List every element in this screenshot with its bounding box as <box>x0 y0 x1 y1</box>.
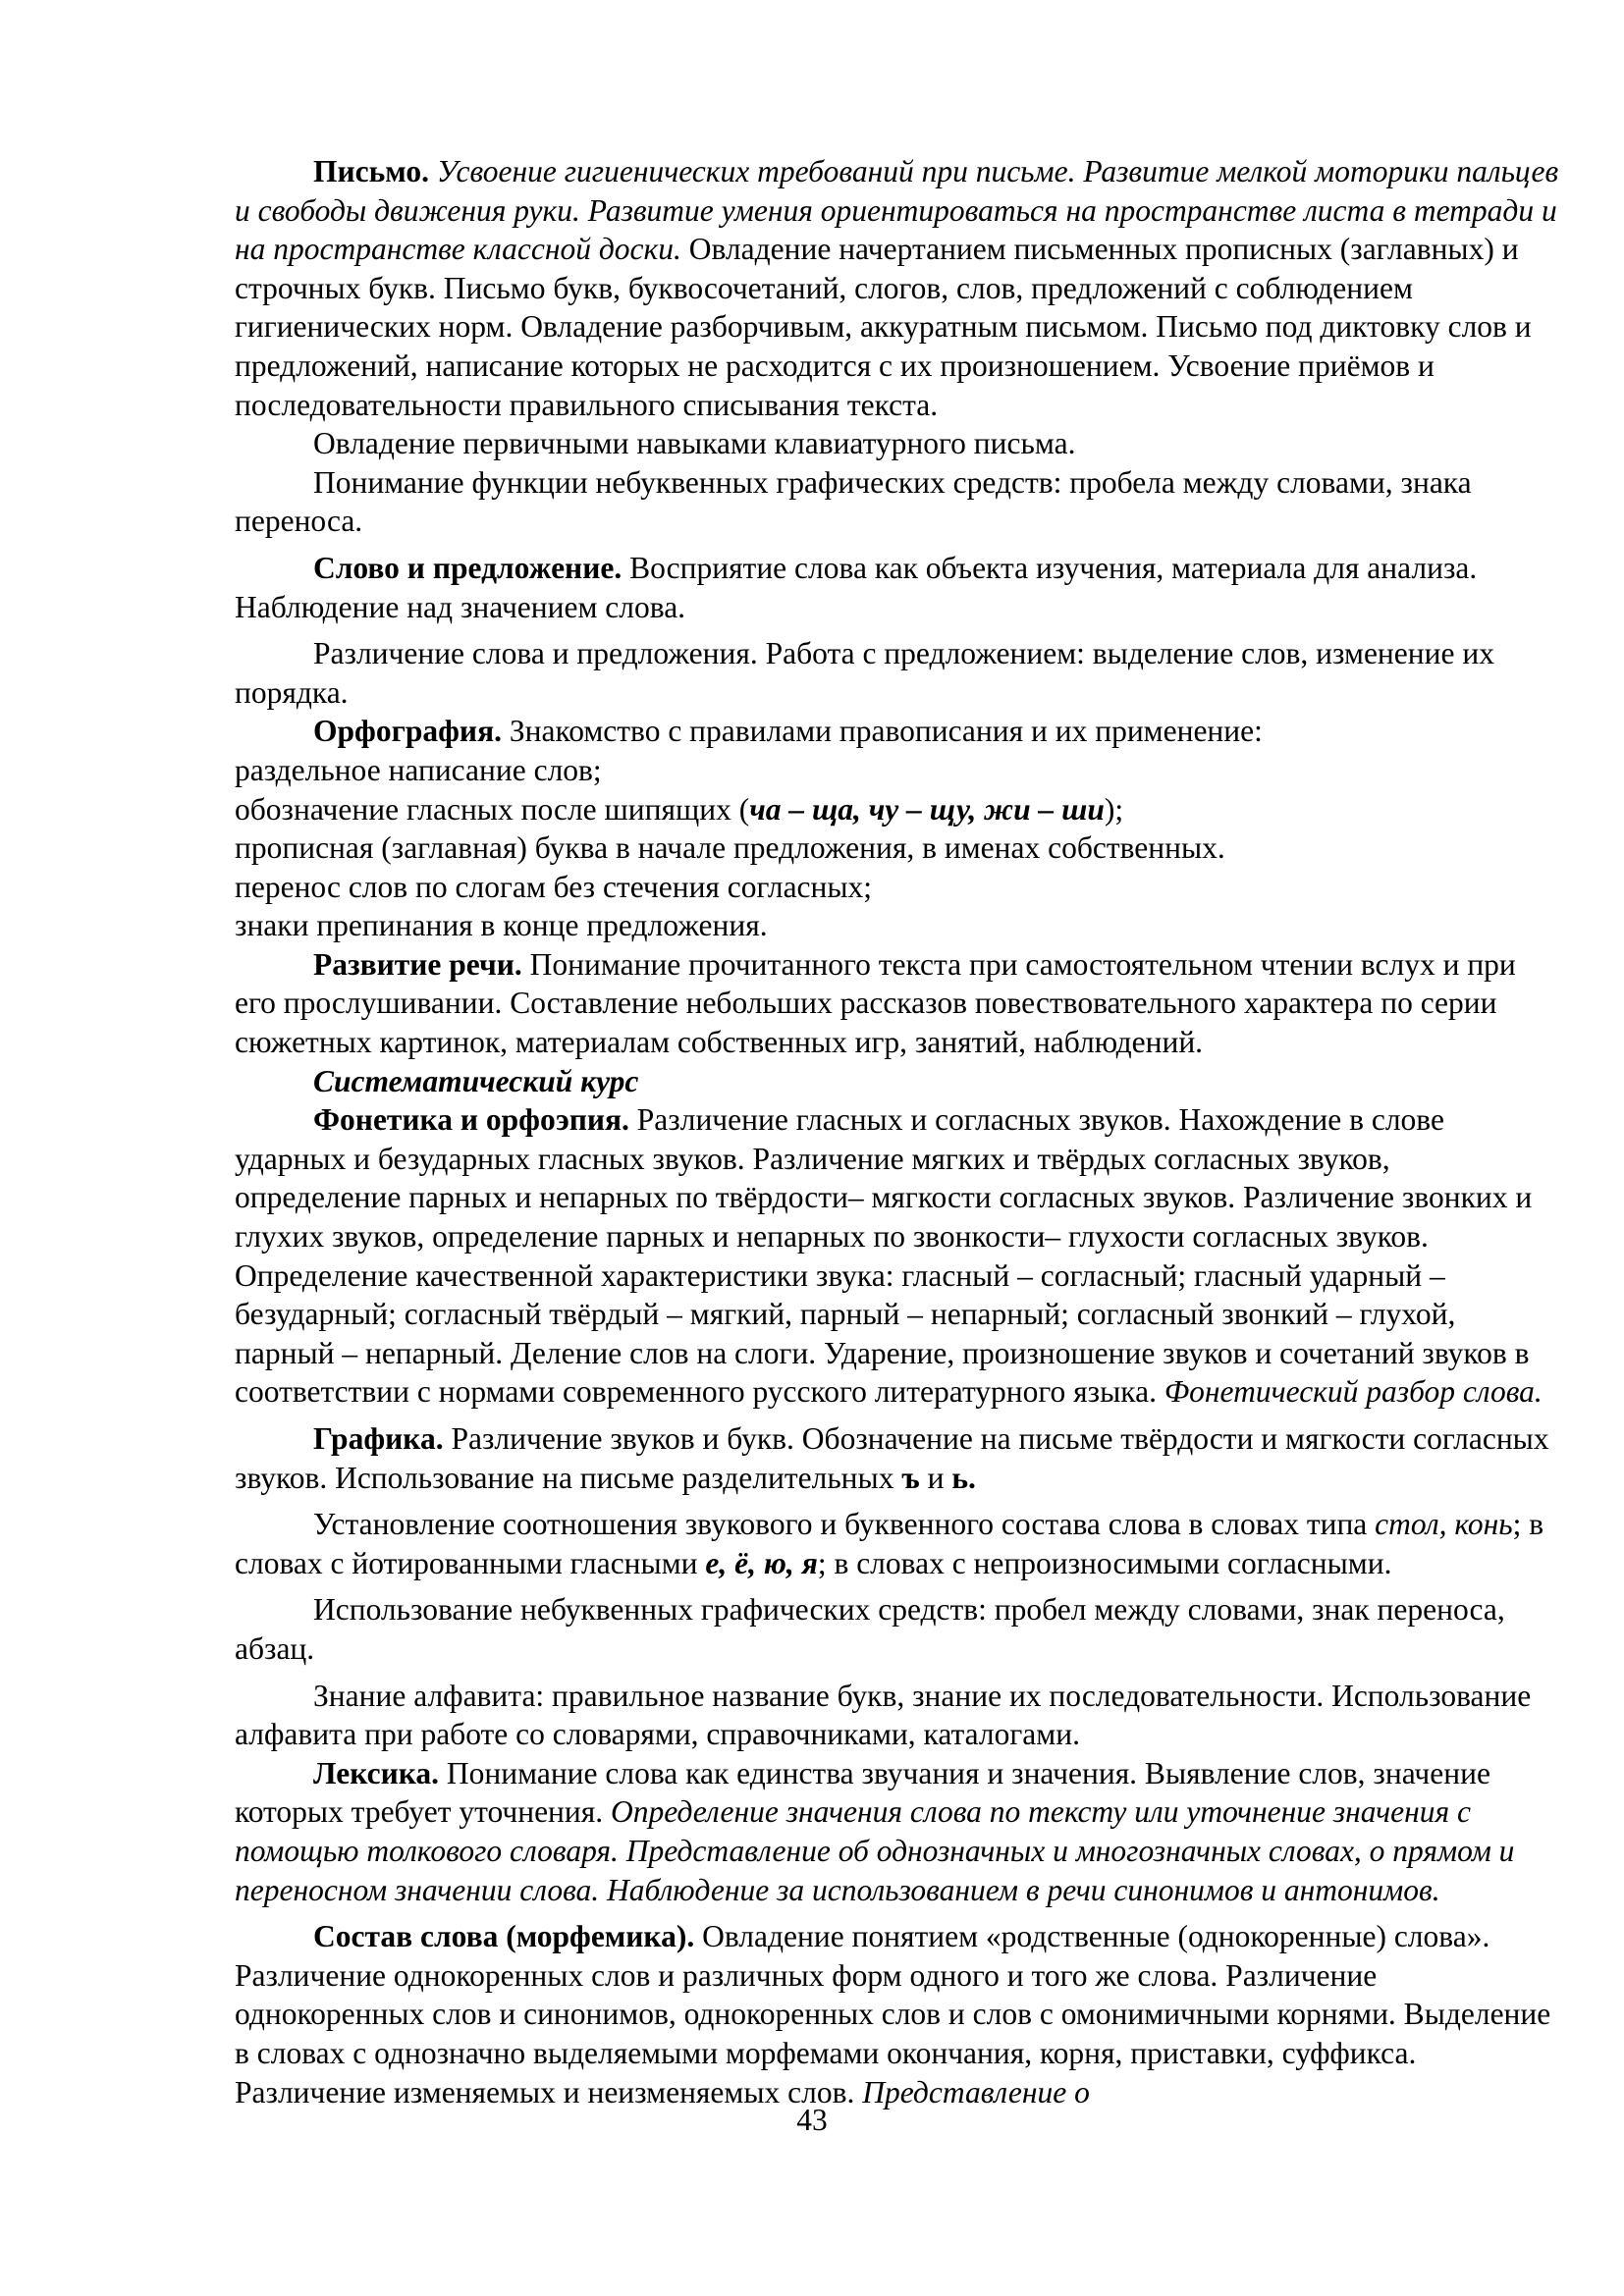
body-text: Различение звуков и букв. Обозначение на письме твёрдости и мягкости согласных звуков. Использование на письме разделительных <box>235 1421 1549 1495</box>
body-text: Понимание прочитанного текста при самостоятельном чтении вслух и при его прослушивании. Составление небольших рассказов повествовательного характера по серии сюжетных картинок, материалам собственных игр, занятий, наблюдений. <box>235 946 1516 1060</box>
paragraph-pismo <box>235 152 1560 424</box>
italic-text: Фонетический разбор слова. <box>1156 1374 1543 1410</box>
list-text: ); <box>1104 791 1124 827</box>
italic-text: Определение значения слова по тексту или уточнение значения с помощью толкового словаря. Представление об однозначных и многозначных словах, о прямом и переносном значении слова. Наблюдение за использованием в речи синонимов и антонимов. <box>235 1794 1515 1907</box>
bold-letter: ъ <box>901 1460 920 1495</box>
list-item <box>235 790 1560 829</box>
body-text: Установление соотношения звукового и буквенного состава слова в словах типа <box>313 1507 1376 1542</box>
heading-sostav-slova: Состав слова (морфемика). <box>313 1919 695 1954</box>
heading-pismo: Письмо. <box>313 154 429 188</box>
subheading-systematic-course: Систематический курс <box>313 1063 639 1098</box>
heading-grafika: Графика. <box>313 1421 444 1456</box>
paragraph-orfografiya <box>235 712 1560 751</box>
heading-fonetika: Фонетика и орфоэпия. <box>313 1102 629 1138</box>
list-item: прописная (заглавная) буква в начале предложения, в именах собственных. <box>235 830 1225 866</box>
bold-italic-text: е, ё, ю, я <box>705 1545 818 1580</box>
list-item: раздельное написание слов; <box>235 752 602 787</box>
paragraph-slovo <box>235 549 1560 626</box>
paragraph: Использование небуквенных графических средств: пробел между словами, знак переноса, абзац. <box>235 1592 1505 1666</box>
paragraph-grafika: Графика. Различение звуков и букв. Обозначение на письме твёрдости и мягкости согласных звуков. Использование на письме разделительных ъ и ь. <box>235 1421 1549 1495</box>
paragraph: Овладение первичными навыками клавиатурного письма. <box>313 426 1076 461</box>
bold-letter: ь. <box>951 1460 976 1495</box>
body-text: ; в словах с непроизносимыми согласными. <box>817 1545 1392 1580</box>
paragraph-sostav-slova <box>235 1917 1560 2111</box>
bold-italic-text: ча – ща, чу – щу, жи – ши <box>749 791 1105 827</box>
heading-leksika: Лексика. <box>313 1755 440 1790</box>
body-text: Восприятие слова как объекта изучения, материала для анализа. Наблюдение над значением слова. <box>235 550 1478 624</box>
list-item: знаки препинания в конце предложения. <box>235 908 768 943</box>
body-text: ; в словах с йотированными гласными <box>235 1507 1544 1580</box>
italic-text: стол, конь <box>1375 1507 1513 1542</box>
page-number: 43 <box>796 2103 828 2137</box>
paragraph: Знание алфавита: правильное название букв, знание их последовательности. Использование алфавита при работе со словарями, справочниками, каталогами. <box>235 1678 1532 1752</box>
italic-text: Представление о <box>854 2074 1090 2109</box>
paragraph-fonetika <box>235 1100 1560 1412</box>
paragraph: Различение слова и предложения. Работа с предложением: выделение слов, изменение их порядка. <box>235 636 1494 710</box>
body-text: Понимание слова как единства звучания и значения. Выявление слов, значение которых требует уточнения. <box>235 1755 1490 1830</box>
heading-razvitie-rechi: Развитие речи. <box>313 946 522 982</box>
paragraph <box>235 1505 1560 1582</box>
italic-text: Усвоение гигиенических требований при письме. Развитие мелкой моторики пальцев и свободы движения руки. Развитие умения ориентироваться на пространстве листа в тетради и на пространстве классной доски. <box>235 154 1559 267</box>
list-item: перенос слов по слогам без стечения согласных; <box>235 869 873 904</box>
body-text: Знакомство с правилами правописания и их применение: <box>502 714 1263 749</box>
paragraph-razvitie-rechi <box>235 945 1560 1062</box>
heading-slovo: Слово и предложение. <box>313 550 623 585</box>
body-text: Овладение начертанием письменных прописных (заглавных) и строчных букв. Письмо букв, буквосочетаний, слогов, слов, предложений с соблюдением гигиенических норм. Овладение разборчивым, аккуратным письмом. Письмо под диктовку слов и предложений, написание которых не расходится с их произношением. Усвоение приёмов и последовательности правильного списывания текста. <box>235 232 1532 422</box>
paragraph-leksika <box>235 1754 1560 1909</box>
page-body <box>235 152 1560 2111</box>
body-text: Овладение понятием «родственные (однокоренные) слова». Различение однокоренных слов и различных форм одного и того же слова. Различение однокоренных слов и синонимов, однокоренных слов и слов с омонимичными корнями. Выделение в словах с однозначно выделяемыми морфемами окончания, корня, приставки, суффикса. Различение изменяемых и неизменяемых слов. <box>235 1919 1551 2109</box>
paragraph: Понимание функции небуквенных графических средств: пробела между словами, знака переноса. <box>235 464 1472 539</box>
heading-orfografiya: Орфография. <box>313 714 502 749</box>
body-text: Различение гласных и согласных звуков. Нахождение в слове ударных и безударных гласных звуков. Различение мягких и твёрдых согласных звуков, определение парных и непарных по твёрдости– мягкости согласных звуков. Различение звонких и глухих звуков, определение парных и непарных по звонкости– глухости согласных звуков. Определение качественной характеристики звука: гласный – согласный; гласный ударный – безударный; согласный твёрдый – мягкий, парный – непарный; согласный звонкий – глухой, парный – непарный. Деление слов на слоги. Ударение, произношение звуков и сочетаний звуков в соответствии с нормами современного русского литературного языка. <box>235 1102 1533 1410</box>
list-text: обозначение гласных после шипящих ( <box>235 791 750 827</box>
